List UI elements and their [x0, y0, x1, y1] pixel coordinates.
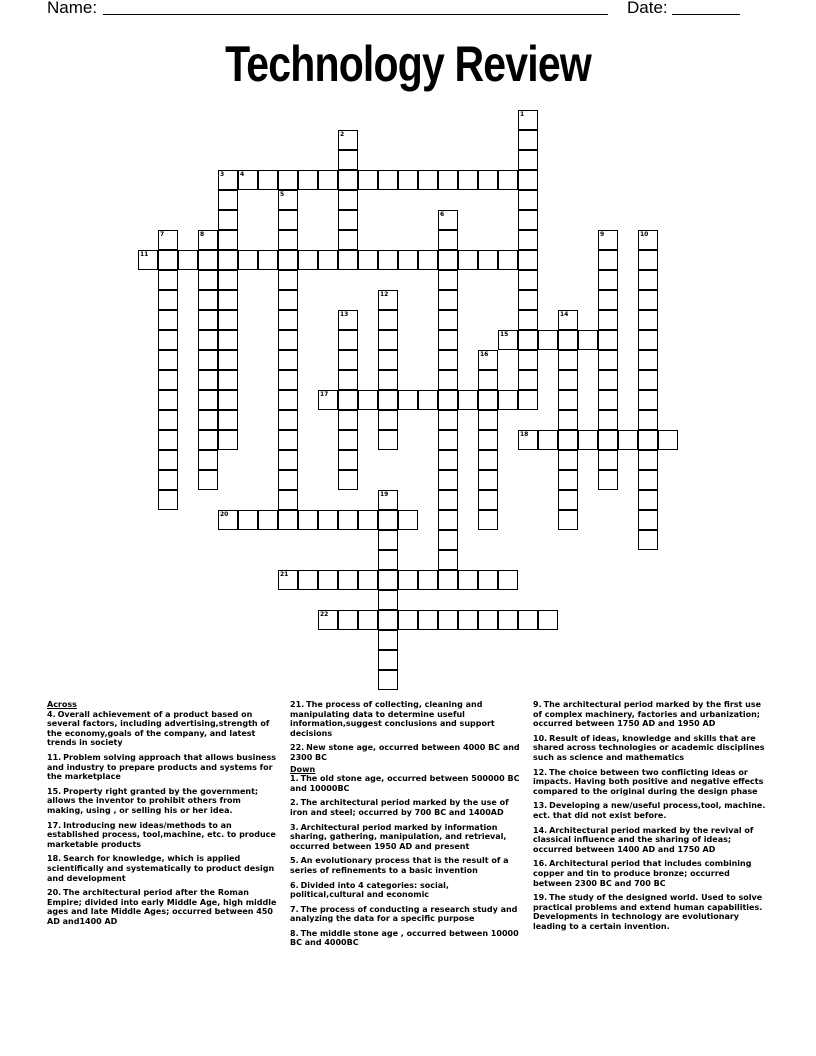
grid-cell[interactable]: [198, 390, 218, 410]
grid-cell[interactable]: [438, 330, 458, 350]
grid-cell[interactable]: [478, 510, 498, 530]
grid-cell[interactable]: [158, 470, 178, 490]
grid-cell[interactable]: [478, 410, 498, 430]
grid-cell[interactable]: [578, 330, 598, 350]
grid-cell[interactable]: [598, 250, 618, 270]
grid-cell[interactable]: [558, 410, 578, 430]
grid-cell[interactable]: [638, 270, 658, 290]
grid-cell[interactable]: [378, 430, 398, 450]
grid-cell[interactable]: [538, 330, 558, 350]
grid-cell[interactable]: [598, 410, 618, 430]
grid-cell[interactable]: [278, 250, 298, 270]
grid-cell[interactable]: [218, 310, 238, 330]
grid-cell[interactable]: [478, 610, 498, 630]
grid-cell[interactable]: [278, 290, 298, 310]
grid-cell[interactable]: [158, 310, 178, 330]
grid-cell[interactable]: [438, 170, 458, 190]
clue-down-8: 8. The middle stone age , occurred between 10000 BC and 4000BC: [290, 928, 519, 948]
grid-cell[interactable]: [518, 310, 538, 330]
grid-cell[interactable]: [398, 170, 418, 190]
grid-cell[interactable]: [278, 510, 298, 530]
clue-down-16: 16. Architectural period that includes combining copper and tin to produce bronze; occurred between 2300 BC and 700 BC: [533, 859, 752, 888]
grid-cell[interactable]: [158, 450, 178, 470]
grid-cell[interactable]: [638, 230, 658, 250]
clue-down-19: 19. The study of the designed world. Used to solve practical problems and extend human capabilities. Developments in technology are evolutionary leading to a certain invention.: [533, 893, 763, 931]
clue-across-21: 21. The process of collecting, cleaning and manipulating data to determine useful information,suggest conclusions and support decisions: [290, 700, 495, 738]
grid-cell[interactable]: [338, 310, 358, 330]
clue-number: 17: [320, 391, 329, 398]
grid-cell[interactable]: [518, 190, 538, 210]
grid-cell[interactable]: [598, 470, 618, 490]
grid-cell[interactable]: [338, 430, 358, 450]
grid-cell[interactable]: [638, 490, 658, 510]
grid-cell[interactable]: [378, 290, 398, 310]
grid-cell[interactable]: [378, 330, 398, 350]
clue-down-10: 10. Result of ideas, knowledge and skills that are shared across technologies or academic disciplines such as science and mathematics: [533, 733, 765, 762]
grid-cell[interactable]: [198, 370, 218, 390]
grid-cell[interactable]: [518, 230, 538, 250]
grid-cell[interactable]: [218, 290, 238, 310]
grid-cell[interactable]: [338, 570, 358, 590]
grid-cell[interactable]: [198, 450, 218, 470]
grid-cell[interactable]: [598, 370, 618, 390]
grid-cell[interactable]: [278, 450, 298, 470]
clue-number: 12: [380, 291, 389, 298]
clue-number: 21: [280, 571, 289, 578]
clue-down-12: 12. The choice between two conflicting ideas or impacts. Having both positive and negative effects compared to the original during the design phase: [533, 767, 764, 796]
grid-cell[interactable]: [518, 210, 538, 230]
grid-cell[interactable]: [518, 350, 538, 370]
grid-cell[interactable]: [658, 430, 678, 450]
grid-cell[interactable]: [358, 390, 378, 410]
grid-cell[interactable]: [318, 170, 338, 190]
grid-cell[interactable]: [358, 170, 378, 190]
grid-cell[interactable]: [218, 350, 238, 370]
grid-cell[interactable]: [478, 350, 498, 370]
clue-number: 10: [640, 231, 649, 238]
clue-number: 14: [560, 311, 569, 318]
clue-number: 1: [520, 111, 525, 118]
grid-cell[interactable]: [438, 210, 458, 230]
grid-cell[interactable]: [218, 170, 238, 190]
grid-cell[interactable]: [278, 270, 298, 290]
clue-down-3: 3. Architectural period marked by information sharing, gathering, manipulation, and retrieval, occurred between 1950 AD and present: [290, 822, 507, 851]
grid-cell[interactable]: [338, 230, 358, 250]
name-label: Name:: [47, 0, 98, 17]
grid-cell[interactable]: [338, 190, 358, 210]
grid-cell[interactable]: [378, 490, 398, 510]
grid-cell[interactable]: [638, 530, 658, 550]
grid-cell[interactable]: [278, 170, 298, 190]
grid-cell[interactable]: [638, 410, 658, 430]
grid-cell[interactable]: [218, 390, 238, 410]
grid-cell[interactable]: [438, 490, 458, 510]
grid-cell[interactable]: [318, 390, 338, 410]
grid-cell[interactable]: [638, 310, 658, 330]
grid-cell[interactable]: [398, 390, 418, 410]
grid-cell[interactable]: [218, 270, 238, 290]
grid-cell[interactable]: [518, 290, 538, 310]
grid-cell[interactable]: [338, 470, 358, 490]
grid-cell[interactable]: [598, 270, 618, 290]
grid-cell[interactable]: [438, 510, 458, 530]
grid-cell[interactable]: [478, 490, 498, 510]
grid-cell[interactable]: [258, 250, 278, 270]
grid-cell[interactable]: [218, 330, 238, 350]
grid-cell[interactable]: [338, 410, 358, 430]
grid-cell[interactable]: [438, 350, 458, 370]
clue-number: 19: [380, 491, 389, 498]
clues-column-3: [533, 700, 769, 936]
grid-cell[interactable]: [338, 130, 358, 150]
grid-cell[interactable]: [438, 430, 458, 450]
grid-cell[interactable]: [438, 290, 458, 310]
grid-cell[interactable]: [158, 250, 178, 270]
grid-cell[interactable]: [518, 430, 538, 450]
grid-cell[interactable]: [198, 350, 218, 370]
grid-cell[interactable]: [458, 570, 478, 590]
grid-cell[interactable]: [158, 330, 178, 350]
grid-cell[interactable]: [478, 250, 498, 270]
grid-cell[interactable]: [518, 330, 538, 350]
grid-cell[interactable]: [378, 250, 398, 270]
down-heading: Down: [290, 764, 316, 774]
grid-cell[interactable]: [238, 250, 258, 270]
clue-across-15: 15. Property right granted by the government; allows the inventor to prohibit others from making, using , or selling his or her idea.: [47, 786, 259, 815]
clue-number: 2: [340, 131, 345, 138]
grid-cell[interactable]: [358, 510, 378, 530]
grid-cell[interactable]: [258, 170, 278, 190]
clue-number: 18: [520, 431, 529, 438]
clue-number: 13: [340, 311, 349, 318]
grid-cell[interactable]: [538, 610, 558, 630]
grid-cell[interactable]: [598, 290, 618, 310]
grid-cell[interactable]: [518, 270, 538, 290]
grid-cell[interactable]: [398, 510, 418, 530]
grid-cell[interactable]: [158, 370, 178, 390]
grid-cell[interactable]: [338, 350, 358, 370]
grid-cell[interactable]: [278, 570, 298, 590]
grid-cell[interactable]: [378, 310, 398, 330]
grid-cell[interactable]: [278, 490, 298, 510]
grid-cell[interactable]: [198, 310, 218, 330]
grid-cell[interactable]: [498, 170, 518, 190]
grid-cell[interactable]: [378, 610, 398, 630]
grid-cell[interactable]: [458, 390, 478, 410]
grid-cell[interactable]: [218, 190, 238, 210]
grid-cell[interactable]: [598, 350, 618, 370]
clue-down-1: 1. The old stone age, occurred between 500000 BC and 10000BC: [290, 774, 520, 793]
grid-cell[interactable]: [438, 270, 458, 290]
grid-cell[interactable]: [378, 670, 398, 690]
grid-cell[interactable]: [478, 370, 498, 390]
grid-cell[interactable]: [218, 430, 238, 450]
grid-cell[interactable]: [218, 410, 238, 430]
grid-cell[interactable]: [178, 250, 198, 270]
grid-cell[interactable]: [318, 570, 338, 590]
grid-cell[interactable]: [338, 390, 358, 410]
clue-across-18: 18. Search for knowledge, which is applied scientifically and systematically to product design and development: [47, 854, 275, 883]
grid-cell[interactable]: [198, 230, 218, 250]
clue-down-14: 14. Architectural period marked by the revival of classical influence and the sharing of ideas; occurred between 1400 AD and 1750 AD: [533, 825, 754, 854]
grid-cell[interactable]: [358, 570, 378, 590]
grid-cell[interactable]: [318, 510, 338, 530]
grid-cell[interactable]: [378, 650, 398, 670]
grid-cell[interactable]: [478, 390, 498, 410]
grid-cell[interactable]: [338, 330, 358, 350]
grid-cell[interactable]: [418, 390, 438, 410]
grid-cell[interactable]: [438, 390, 458, 410]
grid-cell[interactable]: [438, 230, 458, 250]
clue-across-22: 22. New stone age, occurred between 4000 BC and 2300 BC: [290, 743, 520, 762]
grid-cell[interactable]: [318, 610, 338, 630]
grid-cell[interactable]: [558, 390, 578, 410]
grid-cell[interactable]: [618, 430, 638, 450]
grid-cell[interactable]: [158, 350, 178, 370]
grid-cell[interactable]: [278, 470, 298, 490]
grid-cell[interactable]: [638, 250, 658, 270]
grid-cell[interactable]: [238, 170, 258, 190]
grid-cell[interactable]: [378, 570, 398, 590]
grid-cell[interactable]: [498, 390, 518, 410]
grid-cell[interactable]: [518, 110, 538, 130]
grid-cell[interactable]: [338, 370, 358, 390]
grid-cell[interactable]: [278, 210, 298, 230]
grid-cell[interactable]: [638, 330, 658, 350]
clue-down-5: 5. An evolutionary process that is the result of a series of refinements to a basic invention: [290, 856, 509, 875]
grid-cell[interactable]: [518, 250, 538, 270]
grid-cell[interactable]: [158, 490, 178, 510]
grid-cell[interactable]: [418, 570, 438, 590]
grid-cell[interactable]: [298, 250, 318, 270]
grid-cell[interactable]: [378, 510, 398, 530]
grid-cell[interactable]: [218, 510, 238, 530]
clue-across-4: 4. Overall achievement of a product based on several factors, including advertising,strength of the economy,goals of the company, and latest trends in society: [47, 709, 270, 748]
grid-cell[interactable]: [198, 430, 218, 450]
grid-cell[interactable]: [278, 310, 298, 330]
grid-cell[interactable]: [518, 370, 538, 390]
grid-cell[interactable]: [498, 570, 518, 590]
grid-cell[interactable]: [158, 290, 178, 310]
grid-cell[interactable]: [418, 170, 438, 190]
grid-cell[interactable]: [478, 470, 498, 490]
grid-cell[interactable]: [558, 450, 578, 470]
grid-cell[interactable]: [518, 170, 538, 190]
clue-number: 22: [320, 611, 329, 618]
grid-cell[interactable]: [458, 610, 478, 630]
grid-cell[interactable]: [158, 230, 178, 250]
grid-cell[interactable]: [478, 430, 498, 450]
grid-cell[interactable]: [598, 230, 618, 250]
grid-cell[interactable]: [438, 530, 458, 550]
grid-cell[interactable]: [278, 230, 298, 250]
grid-cell[interactable]: [558, 330, 578, 350]
grid-cell[interactable]: [378, 390, 398, 410]
clue-down-6: 6. Divided into 4 categories: social, political,cultural and economic: [290, 880, 449, 900]
clue-across-11: 11. Problem solving approach that allows business and industry to prepare products and systems for the marketplace: [47, 752, 276, 782]
clue-down-7: 7. The process of conducting a research study and analyzing the data for a specific purpose: [290, 904, 518, 924]
grid-cell[interactable]: [478, 570, 498, 590]
clue-number: 15: [500, 331, 509, 338]
clue-number: 7: [160, 231, 165, 238]
clues-column-2: [290, 700, 522, 953]
grid-cell[interactable]: [438, 310, 458, 330]
grid-cell[interactable]: [338, 250, 358, 270]
grid-cell[interactable]: [458, 170, 478, 190]
grid-cell[interactable]: [638, 290, 658, 310]
grid-cell[interactable]: [398, 610, 418, 630]
grid-cell[interactable]: [418, 250, 438, 270]
grid-cell[interactable]: [438, 410, 458, 430]
grid-cell[interactable]: [638, 390, 658, 410]
grid-cell[interactable]: [438, 610, 458, 630]
grid-cell[interactable]: [638, 510, 658, 530]
grid-cell[interactable]: [398, 250, 418, 270]
grid-cell[interactable]: [278, 330, 298, 350]
grid-cell[interactable]: [558, 510, 578, 530]
grid-cell[interactable]: [378, 350, 398, 370]
grid-cell[interactable]: [278, 190, 298, 210]
grid-cell[interactable]: [378, 630, 398, 650]
grid-cell[interactable]: [298, 510, 318, 530]
grid-cell[interactable]: [438, 250, 458, 270]
grid-cell[interactable]: [558, 430, 578, 450]
grid-cell[interactable]: [558, 470, 578, 490]
grid-cell[interactable]: [378, 530, 398, 550]
grid-cell[interactable]: [478, 170, 498, 190]
grid-cell[interactable]: [498, 330, 518, 350]
clue-down-13: 13. Developing a new/useful process,tool, machine. ect. that did not exist before.: [533, 801, 766, 820]
clue-number: 3: [220, 171, 225, 178]
grid-cell[interactable]: [278, 430, 298, 450]
clue-number: 11: [140, 251, 149, 258]
grid-cell[interactable]: [198, 290, 218, 310]
grid-cell[interactable]: [518, 610, 538, 630]
grid-cell[interactable]: [518, 390, 538, 410]
grid-cell[interactable]: [598, 430, 618, 450]
grid-cell[interactable]: [198, 270, 218, 290]
grid-cell[interactable]: [158, 270, 178, 290]
grid-cell[interactable]: [218, 210, 238, 230]
grid-cell[interactable]: [558, 370, 578, 390]
grid-cell[interactable]: [278, 390, 298, 410]
grid-cell[interactable]: [218, 370, 238, 390]
grid-cell[interactable]: [438, 570, 458, 590]
clue-number: 9: [600, 231, 605, 238]
grid-cell[interactable]: [198, 470, 218, 490]
grid-cell[interactable]: [338, 170, 358, 190]
grid-cell[interactable]: [518, 150, 538, 170]
grid-cell[interactable]: [338, 210, 358, 230]
grid-cell[interactable]: [638, 430, 658, 450]
grid-cell[interactable]: [378, 550, 398, 570]
page-title: Technology Review: [225, 36, 591, 92]
across-heading: Across: [47, 700, 77, 709]
grid-cell[interactable]: [418, 610, 438, 630]
grid-cell[interactable]: [378, 370, 398, 390]
grid-cell[interactable]: [298, 170, 318, 190]
clue-across-17: 17. Introducing new ideas/methods to an established process, tool,machine, etc. to produce marketable products: [47, 820, 276, 849]
grid-cell[interactable]: [158, 430, 178, 450]
clue-number: 6: [440, 211, 445, 218]
grid-cell[interactable]: [298, 570, 318, 590]
grid-cell[interactable]: [478, 450, 498, 470]
grid-cell[interactable]: [558, 350, 578, 370]
grid-cell[interactable]: [198, 330, 218, 350]
grid-cell[interactable]: [238, 510, 258, 530]
grid-cell[interactable]: [458, 250, 478, 270]
grid-cell[interactable]: [198, 410, 218, 430]
clue-number: 8: [200, 231, 205, 238]
clue-number: 16: [480, 351, 489, 358]
grid-cell[interactable]: [318, 250, 338, 270]
grid-cell[interactable]: [638, 350, 658, 370]
clue-across-20: 20. The architectural period after the Roman Empire; divided into early Middle Age, high middle ages and late Middle Ages; occurred between 450 AD and1400 AD: [47, 888, 277, 926]
grid-cell[interactable]: [338, 510, 358, 530]
grid-cell[interactable]: [358, 250, 378, 270]
clues-column-1: [47, 700, 277, 931]
grid-cell[interactable]: [638, 370, 658, 390]
grid-cell[interactable]: [438, 450, 458, 470]
grid-cell[interactable]: [438, 470, 458, 490]
grid-cell[interactable]: [558, 490, 578, 510]
grid-cell[interactable]: [158, 390, 178, 410]
grid-cell[interactable]: [338, 150, 358, 170]
grid-cell[interactable]: [378, 590, 398, 610]
grid-cell[interactable]: [518, 130, 538, 150]
grid-cell[interactable]: [438, 550, 458, 570]
grid-cell[interactable]: [598, 450, 618, 470]
grid-cell[interactable]: [338, 450, 358, 470]
grid-cell[interactable]: [598, 310, 618, 330]
grid-cell[interactable]: [138, 250, 158, 270]
grid-cell[interactable]: [598, 390, 618, 410]
clue-down-9: 9. The architectural period marked by the first use of complex machinery, factories and urbanization; occurred between 1750 AD and 1950 AD: [533, 700, 762, 729]
grid-cell[interactable]: [158, 410, 178, 430]
grid-cell[interactable]: [258, 510, 278, 530]
grid-cell[interactable]: [218, 230, 238, 250]
grid-cell[interactable]: [398, 570, 418, 590]
grid-cell[interactable]: [438, 370, 458, 390]
grid-cell[interactable]: [638, 470, 658, 490]
grid-cell[interactable]: [638, 450, 658, 470]
clue-number: 4: [240, 171, 245, 178]
grid-cell[interactable]: [278, 410, 298, 430]
grid-cell[interactable]: [278, 370, 298, 390]
clue-number: 20: [220, 511, 229, 518]
grid-cell[interactable]: [198, 250, 218, 270]
grid-cell[interactable]: [378, 170, 398, 190]
grid-cell[interactable]: [218, 250, 238, 270]
grid-cell[interactable]: [378, 410, 398, 430]
grid-cell[interactable]: [498, 610, 518, 630]
grid-cell[interactable]: [358, 610, 378, 630]
date-label: Date:: [627, 0, 668, 17]
grid-cell[interactable]: [578, 430, 598, 450]
clue-number: 5: [280, 191, 285, 198]
clue-down-2: 2. The architectural period marked by the use of iron and steel; occurred by 700 BC and 1400AD: [290, 798, 509, 817]
grid-cell[interactable]: [498, 250, 518, 270]
grid-cell[interactable]: [598, 330, 618, 350]
grid-cell[interactable]: [538, 430, 558, 450]
grid-cell[interactable]: [558, 310, 578, 330]
grid-cell[interactable]: [278, 350, 298, 370]
grid-cell[interactable]: [338, 610, 358, 630]
